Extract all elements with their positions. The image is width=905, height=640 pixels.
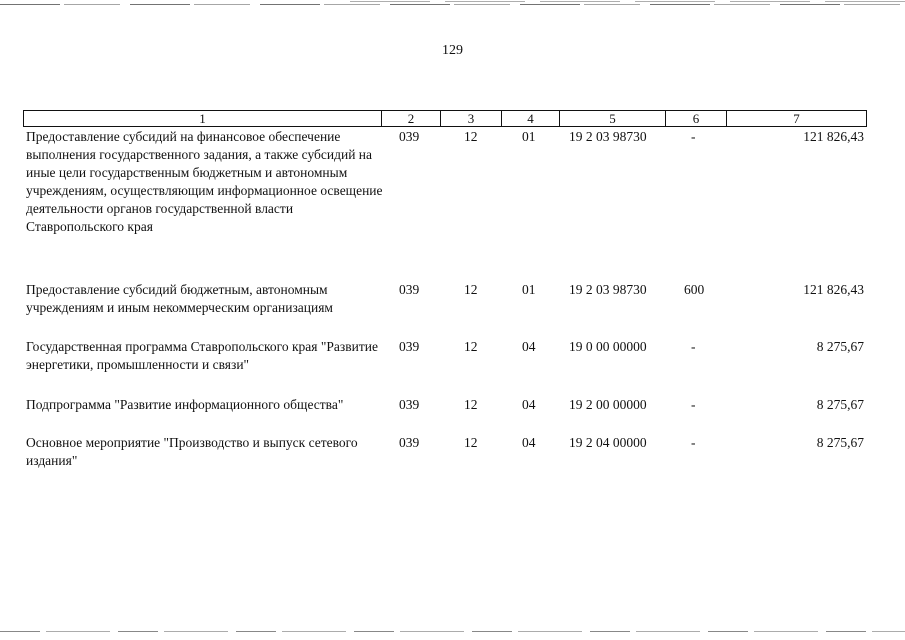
row-code-4: 01 (522, 129, 536, 144)
row-code-5: 19 2 03 98730 (569, 282, 647, 297)
col-header-4: 4 (501, 110, 560, 127)
row-amount: 8 275,67 (816, 435, 864, 450)
col-header-6: 6 (665, 110, 727, 127)
row-description: Основное мероприятие "Производство и выпуск сетевого издания" (26, 435, 358, 468)
row-code-4: 04 (522, 397, 536, 412)
row-amount: 8 275,67 (816, 339, 864, 354)
row-code-2: 039 (399, 435, 420, 450)
row-amount: 8 275,67 (816, 397, 864, 412)
row-code-3: 12 (464, 397, 478, 412)
col-header-3: 3 (440, 110, 502, 127)
row-code-6: - (691, 339, 696, 354)
row-code-4: 04 (522, 339, 536, 354)
row-code-6: - (691, 129, 696, 144)
col-header-7: 7 (726, 110, 867, 127)
scan-artifact-bottom (0, 631, 905, 632)
row-code-5: 19 2 03 98730 (569, 129, 647, 144)
row-code-6: - (691, 397, 696, 412)
row-code-3: 12 (464, 282, 478, 297)
row-code-6: - (691, 435, 696, 450)
row-code-6: 600 (684, 282, 705, 297)
row-code-3: 12 (464, 339, 478, 354)
row-code-5: 19 0 00 00000 (569, 339, 647, 354)
row-description: Предоставление субсидий на финансовое обеспечение выполнения государственного задания, а также субсидий на иные цели государственным бюджетным и автономным учреждениям, осуществляющим информационное освещение деятельности органов государственной власти Ставропольского края (26, 129, 383, 234)
row-code-2: 039 (399, 282, 420, 297)
row-code-2: 039 (399, 339, 420, 354)
row-amount: 121 826,43 (803, 129, 864, 144)
col-header-2: 2 (381, 110, 441, 127)
col-header-1: 1 (23, 110, 382, 127)
row-description: Государственная программа Ставропольского края "Развитие энергетики, промышленности и связи" (26, 339, 378, 372)
row-code-5: 19 2 04 00000 (569, 435, 647, 450)
scan-artifact-top-secondary (350, 1, 905, 2)
row-description: Подпрограмма "Развитие информационного общества" (26, 397, 344, 412)
row-code-2: 039 (399, 129, 420, 144)
row-code-3: 12 (464, 129, 478, 144)
row-code-5: 19 2 00 00000 (569, 397, 647, 412)
row-description: Предоставление субсидий бюджетным, автономным учреждениям и иным некоммерческим организациям (26, 282, 333, 315)
row-code-4: 01 (522, 282, 536, 297)
row-amount: 121 826,43 (803, 282, 864, 297)
row-code-2: 039 (399, 397, 420, 412)
row-code-4: 04 (522, 435, 536, 450)
col-header-5: 5 (559, 110, 666, 127)
page-number: 129 (442, 43, 463, 58)
row-code-3: 12 (464, 435, 478, 450)
scan-artifact-top (0, 4, 905, 5)
